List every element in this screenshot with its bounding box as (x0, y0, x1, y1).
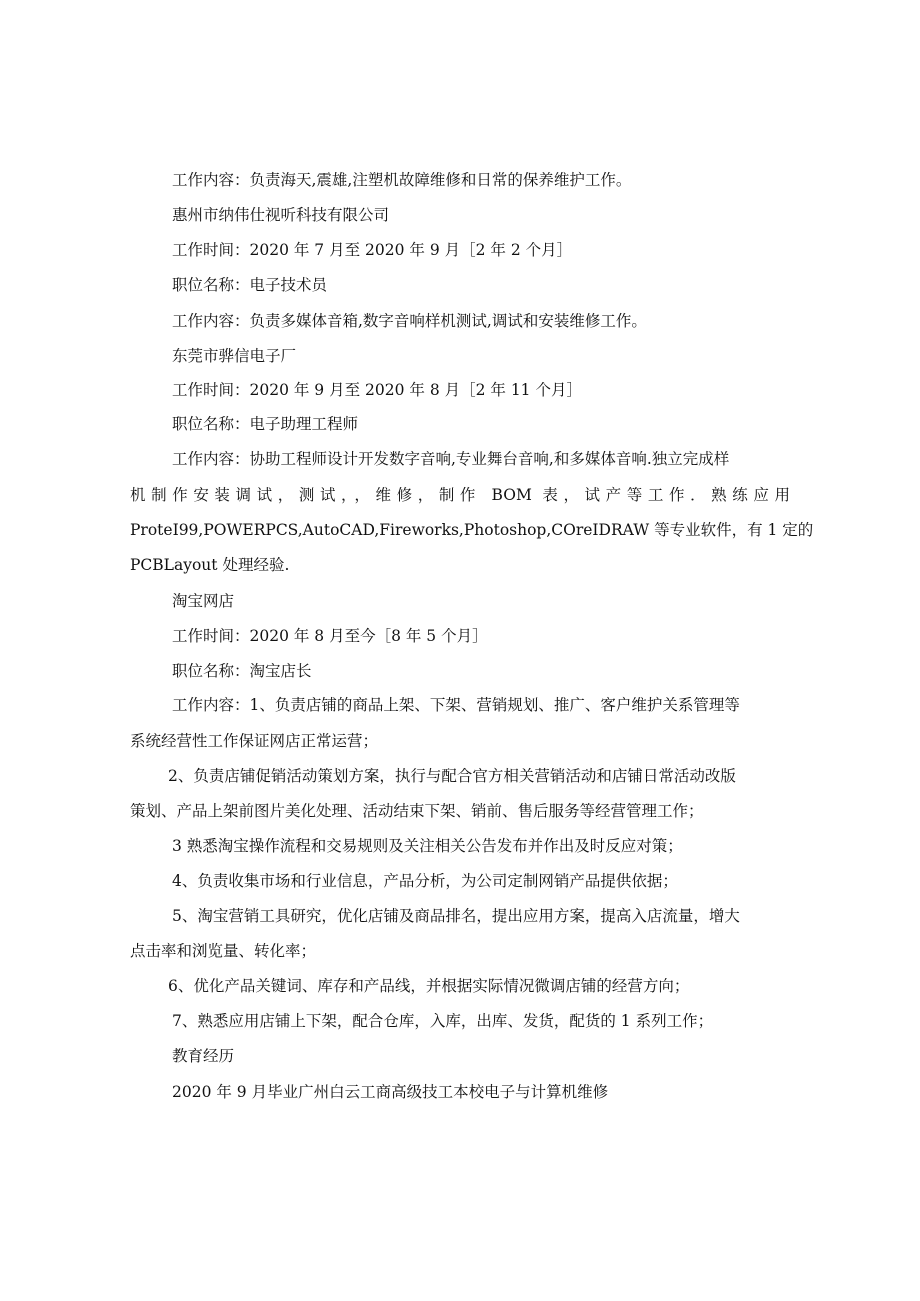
job-duty-injection-molding: 工作内容：负责海天,震雄,注塑机故障维修和日常的保养维护工作。 (172, 171, 632, 189)
company-name-huizhou: 惠州市纳伟仕视听科技有限公司 (172, 206, 390, 224)
work-period-taobao: 工作时间：2020 年 8 月至今［8 年 5 个月］ (172, 627, 488, 645)
job-title-huizhou: 职位名称：电子技术员 (172, 276, 328, 294)
duty-item-5-line-2: 点击率和浏览量、转化率； (130, 942, 317, 960)
work-period-dongguan: 工作时间：2020 年 9 月至 2020 年 8 月［2 年 11 个月］ (172, 381, 582, 399)
duty-item-6: 6、优化产品关键词、库存和产品线，并根据实际情况微调店铺的经营方向； (168, 977, 690, 995)
education-entry: 2020 年 9 月毕业广州白云工商高级技工本校电子与计算机维修 (172, 1083, 609, 1101)
job-duty-huizhou: 工作内容：负责多媒体音箱,数字音响样机测试,调试和安装维修工作。 (172, 312, 647, 330)
duty-item-2-line-1: 2、负责店铺促销活动策划方案，执行与配合官方相关营销活动和店铺日常活动改版 (168, 767, 736, 785)
job-title-taobao: 职位名称：淘宝店长 (172, 662, 312, 680)
job-duty-taobao-line-2: 系统经营性工作保证网店正常运营； (130, 732, 379, 750)
duty-item-2-line-2: 策划、产品上架前图片美化处理、活动结束下架、销前、售后服务等经营管理工作； (130, 802, 704, 820)
duty-item-4: 4、负责收集市场和行业信息，产品分析，为公司定制网销产品提供依据； (172, 872, 678, 890)
duty-item-5-line-1: 5、淘宝营销工具研究，优化店铺及商品排名，提出应用方案，提高入店流量，增大 (172, 907, 740, 925)
education-heading: 教育经历 (172, 1047, 235, 1065)
company-name-taobao: 淘宝网店 (172, 592, 235, 610)
duty-item-7: 7、熟悉应用店铺上下架，配合仓库，入库，出库、发货，配货的 1 系列工作； (172, 1012, 714, 1030)
job-duty-dongguan-line-4: PCBLayout 处理经验. (130, 556, 290, 574)
job-duty-dongguan-line-1: 工作内容：协助工程师设计开发数字音响,专业舞台音响,和多媒体音响.独立完成样 (172, 450, 730, 468)
job-duty-taobao-line-1: 工作内容：1、负责店铺的商品上架、下架、营销规划、推广、客户维护关系管理等 (172, 696, 740, 714)
company-name-dongguan: 东莞市骅信电子厂 (172, 347, 297, 365)
work-period-huizhou: 工作时间：2020 年 7 月至 2020 年 9 月［2 年 2 个月］ (172, 241, 573, 259)
job-duty-dongguan-line-2: 机制作安装调试，测试，，维修，制作 BOM 表，试产等工作．熟练应用 (130, 486, 790, 504)
job-duty-dongguan-line-3: ProteI99,POWERPCS,AutoCAD,Fireworks,Photoshop,COreIDRAW 等专业软件，有 1 定的 (130, 521, 814, 539)
duty-item-3: 3 熟悉淘宝操作流程和交易规则及关注相关公告发布并作出及时反应对策； (172, 837, 683, 855)
job-title-dongguan: 职位名称：电子助理工程师 (172, 415, 359, 433)
